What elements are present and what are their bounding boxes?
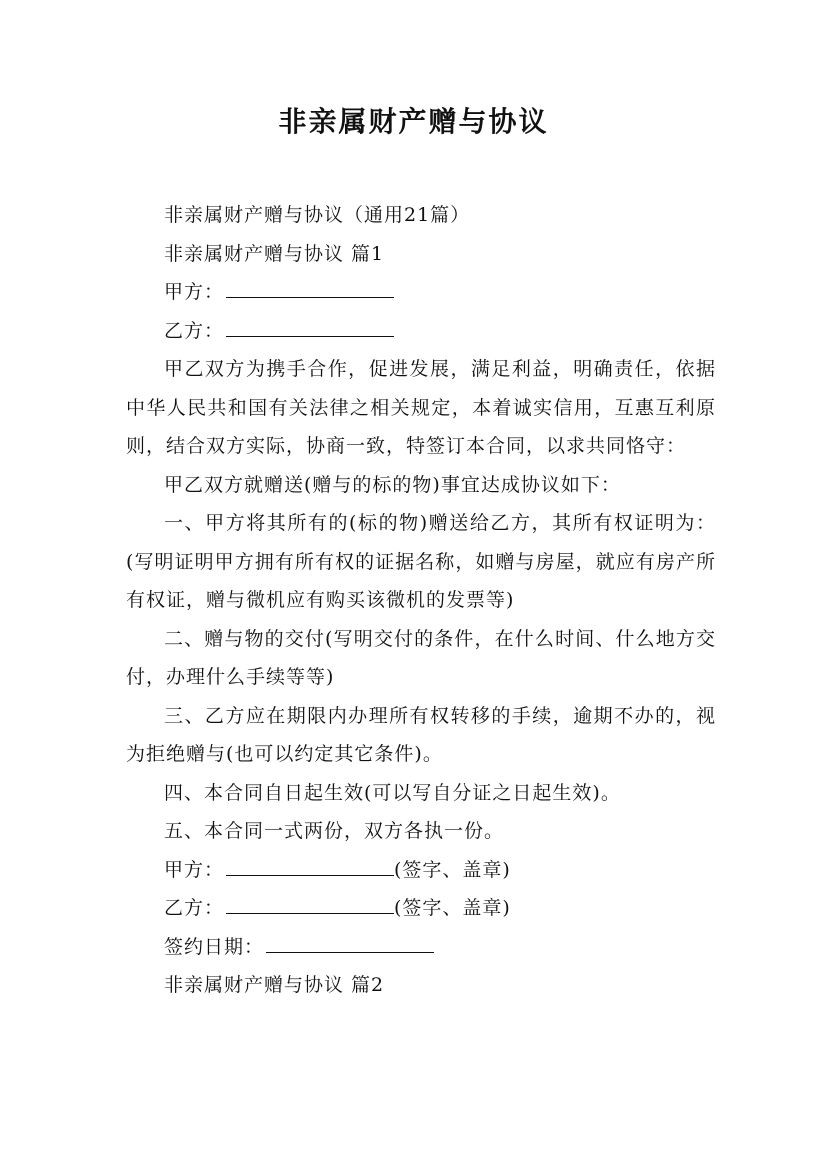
party-a-blank	[226, 277, 394, 298]
party-b-blank	[226, 316, 394, 337]
signature-b-suffix: (签字、盖章)	[394, 897, 511, 919]
signature-a-blank	[226, 855, 394, 876]
party-b-line	[126, 312, 716, 351]
intro-paragraph: 甲乙双方为携手合作，促进发展，满足利益，明确责任，依据中华人民共和国有关法律之相关规定，本着诚实信用，互惠互利原则，结合双方实际，协商一致，特签订本合同，以求共同恪守：	[126, 358, 716, 457]
clause-1: 一、甲方将其所有的(标的物)赠送给乙方，其所有权证明为：(写明证明甲方拥有所有权的证据名称，如赠与房屋，就应有房产所有权证，赠与微机应有购买该微机的发票等)	[126, 512, 716, 611]
signature-b-label: 乙方：	[164, 897, 225, 919]
signature-b-blank	[226, 893, 394, 914]
sign-date-label: 签约日期：	[164, 935, 265, 958]
document-body	[126, 196, 716, 1005]
party-a-label: 甲方：	[164, 281, 225, 303]
party-a-line	[126, 273, 716, 312]
document-subtitle: 非亲属财产赠与协议（通用21篇）	[164, 204, 471, 226]
signature-a-suffix: (签字、盖章)	[394, 858, 511, 881]
sign-date-blank	[266, 932, 434, 953]
agreement-paragraph: 甲乙双方就赠送(赠与的标的物)事宜达成协议如下：	[164, 473, 621, 496]
sign-date-line	[126, 928, 716, 967]
clause-4: 四、本合同自日起生效(可以写自分证之日起生效)。	[164, 781, 621, 804]
clause-5: 五、本合同一式两份，双方各执一份。	[164, 820, 505, 842]
document-title: 非亲属财产赠与协议	[278, 105, 549, 138]
clause-3: 三、乙方应在期限内办理所有权转移的手续，逾期不办的，视为拒绝赠与(也可以约定其它条件)。	[126, 704, 716, 765]
chapter-1-heading: 非亲属财产赠与协议 篇1	[164, 242, 385, 265]
signature-b-line	[126, 889, 716, 928]
signature-a-line	[126, 851, 716, 890]
chapter-2-heading: 非亲属财产赠与协议 篇2	[164, 974, 385, 996]
party-b-label: 乙方：	[164, 319, 225, 342]
clause-2: 二、赠与物的交付(写明交付的条件，在什么时间、什么地方交付，办理什么手续等等)	[126, 627, 716, 688]
signature-a-label: 甲方：	[164, 858, 225, 881]
